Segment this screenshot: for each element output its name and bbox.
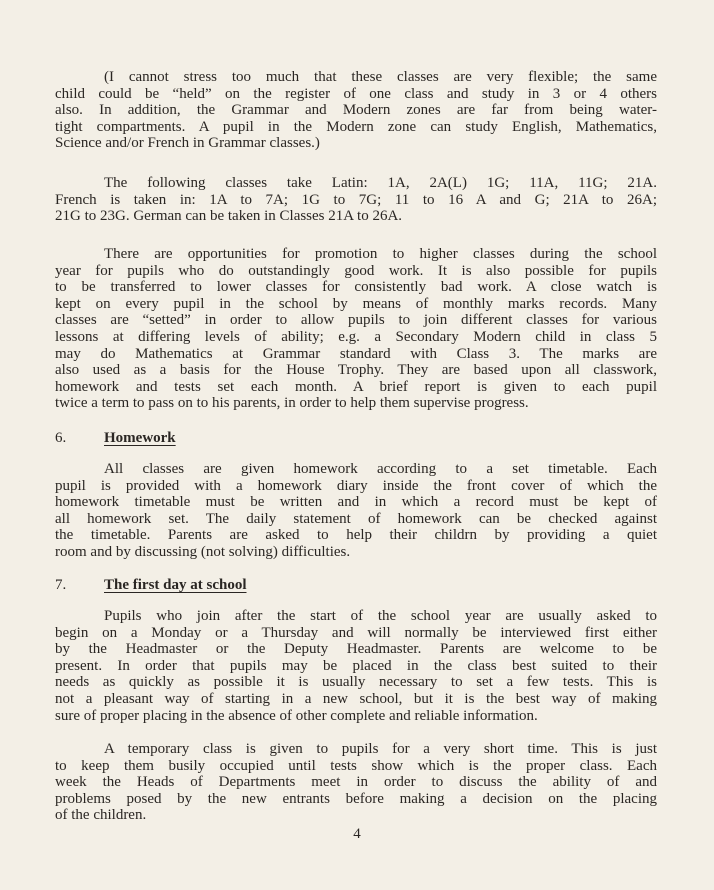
section-number: 6. [55,430,67,446]
text-line: A temporary class is given to pupils for a very short time. This is just [104,741,657,757]
paragraph-homework [55,461,657,561]
text-line: homework timetable must be written and in which a record must be kept of [55,494,657,511]
paragraph-first-day [55,608,657,724]
text-line: sure of proper placing in the absence of other complete and reliable information. [55,707,538,724]
text-line: to be transferred to lower classes for consistently bad work. A close watch is [55,279,657,296]
text-line: present. In order that pupils may be placed in the class best suited to their [55,657,657,674]
text-line: The following classes take Latin: 1A, 2A(L) 1G; 11A, 11G; 21A. [104,175,657,191]
text-line: homework and tests set each month. A brief report is given to each pupil [55,378,657,395]
text-line: begin on a Monday or a Thursday and will normally be interviewed first either [55,624,657,641]
text-line: child could be “held” on the register of one class and study in 3 or 4 others [55,85,657,102]
text-line: classes are “setted” in order to allow pupils to join different classes for various [55,312,657,329]
text-line: lessons at differing levels of ability; e.g. a Secondary Modern child in class 5 [55,328,657,345]
section-title: The first day at school [104,577,247,593]
section-heading-homework [55,430,176,447]
text-line: all homework set. The daily statement of homework can be checked against [55,510,657,527]
text-line: 21G to 23G. German can be taken in Classes 21A to 26A. [55,208,403,225]
text-line: week the Heads of Departments meet in order to discuss the ability of and [55,774,657,791]
text-line: the timetable. Parents are asked to help their childrn by providing a quiet [55,527,657,544]
text-line: room and by discussing (not solving) difficulties. [55,543,351,560]
text-line: kept on every pupil in the school by means of monthly marks records. Many [55,295,657,312]
paragraph-languages [55,175,657,225]
text-line: not a pleasant way of starting in a new school, but it is the best way of making [55,690,657,707]
text-line: problems posed by the new entrants before making a decision on the placing [55,790,657,807]
section-heading-first-day [55,577,247,594]
text-line: may do Mathematics at Grammar standard with Class 3. The marks are [55,345,657,362]
text-line: French is taken in: 1A to 7A; 1G to 7G; 11 to 16 A and G; 21A to 26A; [55,191,657,208]
text-line: (I cannot stress too much that these classes are very flexible; the same [104,69,657,85]
text-line: to keep them busily occupied until tests show which is the proper class. Each [55,757,657,774]
text-line: also. In addition, the Grammar and Modern zones are far from being water- [55,102,657,119]
text-line: by the Headmaster or the Deputy Headmaster. Parents are welcome to be [55,641,657,658]
text-line: Science and/or French in Grammar classes.) [55,135,320,152]
section-title: Homework [104,430,176,446]
text-line: pupil is provided with a homework diary inside the front cover of which the [55,477,657,494]
text-line: Pupils who join after the start of the school year are usually asked to [104,608,657,624]
text-line: There are opportunities for promotion to higher classes during the school [104,246,657,262]
paragraph-temporary-class [55,741,657,824]
text-line: needs as quickly as possible it is usually necessary to set a few tests. This is [55,674,657,691]
text-line: of the children. [55,807,147,824]
section-number: 7. [55,577,67,593]
page-number: 4 [353,826,361,842]
text-line: also used as a basis for the House Trophy. They are based upon all classwork, [55,362,657,379]
paragraph-promotion [55,246,657,412]
text-line: year for pupils who do outstandingly good work. It is also possible for pupils [55,262,657,279]
text-line: All classes are given homework according to a set timetable. Each [104,461,657,477]
paragraph-class-flexibility [55,69,657,152]
text-line: twice a term to pass on to his parents, in order to help them supervise progress. [55,395,529,412]
text-line: tight compartments. A pupil in the Modern zone can study English, Mathematics, [55,118,657,135]
